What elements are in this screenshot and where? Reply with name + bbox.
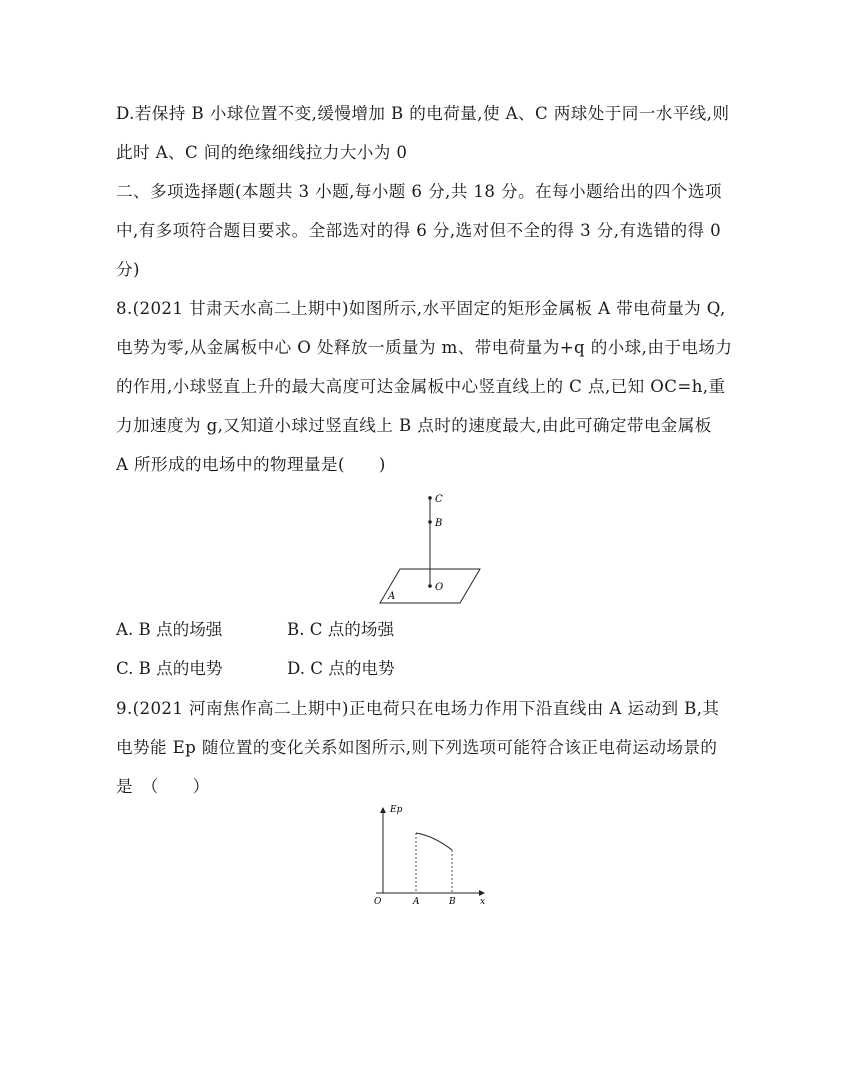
q9-ep-graph bbox=[368, 800, 492, 912]
tick-a-label: A bbox=[413, 897, 420, 907]
q8-stem-line3: 的作用,小球竖直上升的最大高度可达金属板中心竖直线上的 C 点,已知 OC=h,重 bbox=[116, 377, 726, 396]
point-b-dot bbox=[428, 520, 432, 524]
q9-stem-line1: 9.(2021 河南焦作高二上期中)正电荷只在电场力作用下沿直线由 A 运动到 B,其 bbox=[116, 699, 720, 718]
point-o-label: O bbox=[435, 582, 444, 593]
point-c-label: C bbox=[435, 494, 443, 505]
section-heading-line3: 分) bbox=[116, 260, 140, 279]
section-heading-line2: 中,有多项符合题目要求。全部选对的得 6 分,选对但不全的得 3 分,有选错的得 0 bbox=[116, 221, 722, 240]
q8-stem-line1: 8.(2021 甘肃天水高二上期中)如图所示,水平固定的矩形金属板 A 带电荷量为 Q, bbox=[116, 299, 726, 318]
y-axis-label: Ep bbox=[390, 805, 403, 815]
q8-stem-line4: 力加速度为 g,又知道小球过竖直线上 B 点时的速度最大,由此可确定带电金属板 bbox=[116, 416, 712, 435]
q8-option-a: A. B 点的场强 bbox=[116, 620, 223, 639]
q8-stem-line2: 电势为零,从金属板中心 O 处释放一质量为 m、带电荷量为+q 的小球,由于电场力 bbox=[116, 338, 733, 357]
tick-b-label: B bbox=[449, 897, 456, 907]
origin-label: O bbox=[374, 897, 382, 907]
point-o-dot bbox=[428, 584, 432, 588]
q7-option-d-line1: D.若保持 B 小球位置不变,缓慢增加 B 的电荷量,使 A、C 两球处于同一水平线,则 bbox=[116, 104, 730, 123]
q8-option-b: B. C 点的场强 bbox=[287, 620, 395, 639]
q9-stem-line3: 是 （ ） bbox=[116, 777, 210, 796]
x-axis-label: x bbox=[480, 897, 486, 907]
q8-option-c: C. B 点的电势 bbox=[116, 659, 223, 678]
q9-stem-line2: 电势能 Ep 随位置的变化关系如图所示,则下列选项可能符合该正电荷运动场景的 bbox=[116, 738, 718, 757]
q8-option-d: D. C 点的电势 bbox=[287, 659, 395, 678]
q8-stem-line5: A 所形成的电场中的物理量是( ) bbox=[116, 455, 386, 474]
q8-plate-figure bbox=[370, 486, 490, 606]
q7-option-d-line2: 此时 A、C 间的绝缘细线拉力大小为 0 bbox=[116, 143, 408, 162]
plate-a-label: A bbox=[388, 591, 396, 602]
section-heading-line1: 二、多项选择题(本题共 3 小题,每小题 6 分,共 18 分。在每小题给出的四个选项 bbox=[116, 182, 722, 201]
ep-curve bbox=[416, 833, 452, 850]
point-c-dot bbox=[428, 496, 432, 500]
point-b-label: B bbox=[435, 518, 443, 529]
